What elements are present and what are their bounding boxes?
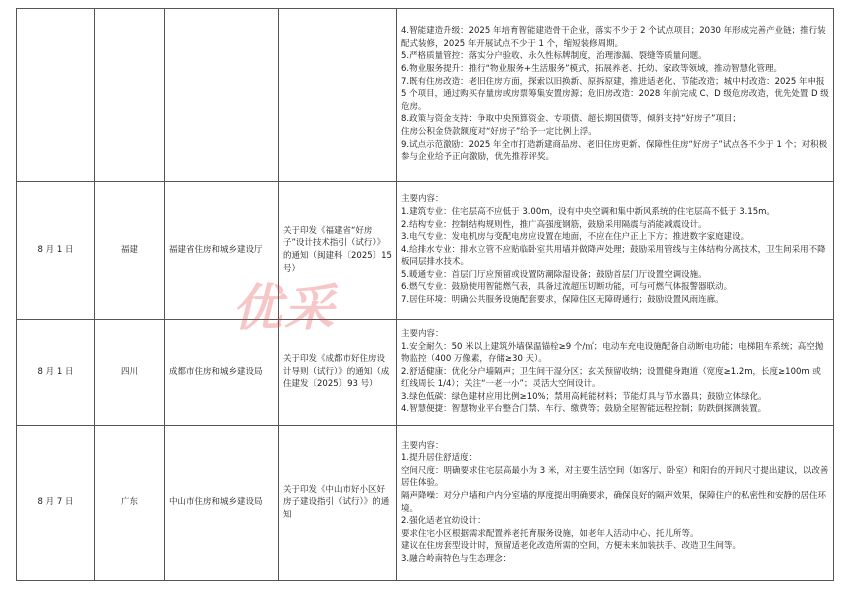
content-line: 住房公积金贷款额度对“好房子”给予一定比例上浮。 <box>401 126 597 137</box>
content-line: 4.智慧便捷：智慧物业平台整合门禁、车行、缴费等；鼓励全屋智能远程控制；防跌倒探测装置。 <box>401 404 767 415</box>
content-line: 7.既有住房改造：老旧住房方面，探索以旧换新、原拆原建，推进适老化、节能改造；城中村改造：2025 年申报 5 个项目，通过购买存量房或房票筹集安置房源；危旧房改造：2028 年前完成 C、D 级危房改造，优先处置 D 级危房。 <box>401 76 829 112</box>
province-cell: 福建 <box>95 182 165 320</box>
content-line: 9.试点示范激励：2025 年全市打造新建商品房、老旧住房更新、保障性住房“好房子”试点各不少于 1 个；对积极参与企业给予正向激励，优先推荐评奖。 <box>401 139 828 163</box>
content-line: 5.严格质量管控：落实分户验收、永久性标牌制度，治理渗漏、裂缝等质量问题。 <box>401 51 707 62</box>
table-row <box>17 182 834 320</box>
content-cell <box>397 426 834 581</box>
date-cell: 8 月 1 日 <box>17 182 95 320</box>
content-line: 空间尺度：明确要求住宅层高最小为 3 米，对主要生活空间（如客厅、卧室）和阳台的开间尺寸提出建议，以改善居住体验。 <box>401 465 829 489</box>
watermark-logo: 优采 <box>232 279 336 337</box>
province-cell <box>95 9 165 182</box>
content-line: 隔声降噪：对分户墙和户内分室墙的厚度提出明确要求，确保良好的隔声效果，保障住户的私密性和安静的居住环境。 <box>401 490 827 514</box>
content-line: 6.燃气专业：鼓励使用智能燃气表，具备过流超压切断功能，可与可燃气体报警器联动。 <box>401 282 733 293</box>
content-line: 8.政策与资金支持：争取中央预算资金、专项债、超长期国债等，倾斜支持“好房子”项目； <box>401 114 741 125</box>
title-cell: 关于印发《中山市好小区好房子建设指引（试行）》的通知 <box>279 426 397 581</box>
title-cell: 关于印发《成都市好住房设计导则（试行）》的通知（成住建发〔2025〕93 号） <box>279 320 397 426</box>
title-cell: 关于印发《福建省“好房子”设计技术指引（试行）》的通知（闽建科〔2025〕15 号） <box>279 182 397 320</box>
content-line: 3.融合岭南特色与生态理念： <box>401 553 512 564</box>
content-line: 要求住宅小区根据需求配置养老托育服务设施，如老年人活动中心、托儿所等。 <box>401 528 699 539</box>
province-cell: 广东 <box>95 426 165 581</box>
content-line: 主要内容： <box>401 194 444 205</box>
title-cell <box>279 9 397 182</box>
content-line: 2.舒适健康：优化分户墙隔声；卫生间干湿分区；玄关预留收纳；设置健身跑道（宽度≥1.2m，长度≥100m 或红线周长 1/4）；关注“一老一小”；灵活大空间设计。 <box>401 366 821 390</box>
date-cell <box>17 9 95 182</box>
content-line: 1.提升居住舒适度： <box>401 453 478 464</box>
content-cell <box>397 320 834 426</box>
content-line: 4.智能建造升级：2025 年培育智能建造骨干企业，落实不少于 2 个试点项目；2030 年形成完善产业链；推行装配式装修，2025 年开展试点不少于 1 个，缩短装修周期。 <box>401 26 826 49</box>
content-line: 3.电气专业：发电机房与变配电房应设置在地面，不应在住户正上下方；推进数字家庭建设。 <box>401 232 750 243</box>
department-cell: 中山市住房和城乡建设局 <box>165 426 279 581</box>
department-cell <box>165 9 279 182</box>
content-line: 4.给排水专业：排水立管不应贴临卧室共用墙并做降声处理；鼓励采用管线与主体结构分离技术，卫生间采用不降板同层排水技术。 <box>401 244 826 268</box>
content-line: 1.建筑专业：住宅层高不应低于 3.00m，设有中央空调和集中新风系统的住宅层高不低于 3.15m。 <box>401 206 775 217</box>
content-line: 7.居住环境：明确公共服务设施配套要求，保障住区无障碍通行；鼓励设置风雨连廊。 <box>401 295 724 306</box>
date-cell: 8 月 7 日 <box>17 426 95 581</box>
content-line: 主要内容： <box>401 440 444 451</box>
department-cell: 福建省住房和城乡建设厅 <box>165 182 279 320</box>
content-line: 3.绿色低碳：绿色建材应用比例≥10%；禁用高耗能材料；节能灯具与节水器具；鼓励立体绿化。 <box>401 391 767 402</box>
table-row <box>17 320 834 426</box>
policy-table <box>16 8 834 581</box>
content-line: 建议在住房套型设计时，预留适老化改造所需的空间，方便未来加装扶手、改造卫生间等。 <box>401 541 742 552</box>
department-cell: 成都市住房和城乡建设局 <box>165 320 279 426</box>
table-row <box>17 426 834 581</box>
content-line: 6.物业服务提升：推行“物业服务+生活服务”模式，拓展养老、托幼、家政等领域，推动智慧化管理。 <box>401 64 783 75</box>
content-line: 2.强化适老宜幼设计： <box>401 516 486 527</box>
content-cell <box>397 9 834 182</box>
content-cell <box>397 182 834 320</box>
province-cell: 四川 <box>95 320 165 426</box>
content-line: 5.暖通专业：首层门厅应预留或设置防潮除湿设备；鼓励首层门厅设置空调设施。 <box>401 269 707 280</box>
content-line: 1.安全耐久：50 米以上建筑外墙保温锚栓≥9 个/㎡；电动车充电设施配备自动断电功能；电梯阻车系统；高空抛物监控（400 万像素，存储≥30 天）。 <box>401 341 824 365</box>
content-line: 主要内容： <box>401 328 444 339</box>
date-cell: 8 月 1 日 <box>17 320 95 426</box>
table-row <box>17 9 834 182</box>
content-line: 2.结构专业：控制结构规则性，推广高强度钢筋，鼓励采用隔震与消能减震设计。 <box>401 219 707 230</box>
